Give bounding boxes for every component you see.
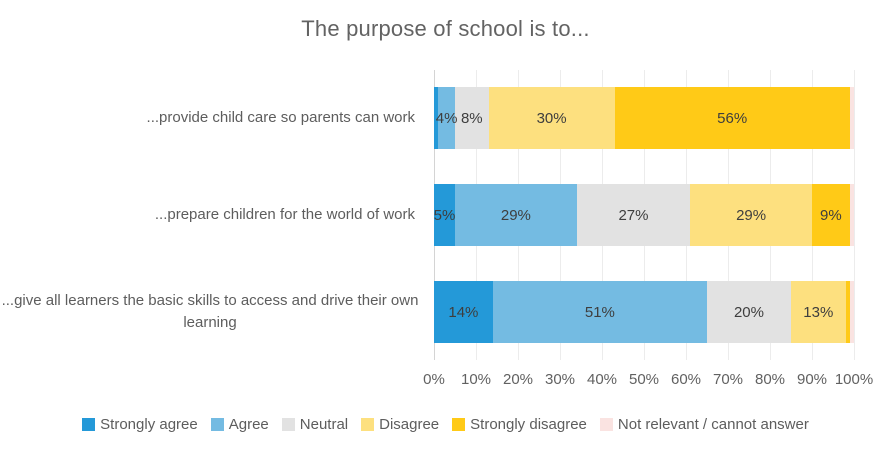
legend-label: Strongly disagree bbox=[470, 416, 587, 433]
gridline bbox=[854, 70, 855, 360]
data-label: 9% bbox=[820, 206, 842, 224]
legend-item[interactable] bbox=[361, 416, 439, 433]
x-axis-tick-label: 70% bbox=[712, 371, 744, 388]
bar-segment[interactable] bbox=[489, 87, 615, 149]
data-label: 14% bbox=[448, 303, 479, 321]
data-label: 5% bbox=[433, 206, 456, 224]
x-axis-tick-label: 40% bbox=[586, 371, 618, 388]
legend-label: Agree bbox=[228, 416, 269, 433]
x-axis-tick-label: 90% bbox=[796, 371, 828, 388]
legend-marker bbox=[282, 418, 295, 431]
data-label: 13% bbox=[803, 303, 834, 321]
x-axis-tick-label: 60% bbox=[670, 371, 702, 388]
legend-marker bbox=[600, 418, 613, 431]
bar-segment[interactable] bbox=[791, 281, 846, 343]
x-axis-tick-label: 80% bbox=[754, 371, 786, 388]
data-label: 27% bbox=[618, 206, 649, 224]
bar-row bbox=[434, 87, 854, 149]
legend-marker bbox=[82, 418, 95, 431]
bar-segment[interactable] bbox=[850, 87, 854, 149]
bar-row bbox=[434, 184, 854, 246]
legend-label: Neutral bbox=[299, 416, 349, 433]
x-axis-tick-label: 100% bbox=[834, 371, 874, 388]
bar-segment[interactable] bbox=[690, 184, 812, 246]
legend-item[interactable] bbox=[282, 416, 348, 433]
x-axis-tick-label: 20% bbox=[502, 371, 534, 388]
bar-segment[interactable] bbox=[455, 184, 577, 246]
bar-segment[interactable] bbox=[615, 87, 850, 149]
data-label: 4% bbox=[435, 109, 458, 127]
legend-label: Disagree bbox=[379, 416, 440, 433]
legend-item[interactable] bbox=[82, 416, 198, 433]
legend-item[interactable] bbox=[211, 416, 269, 433]
legend-item[interactable] bbox=[600, 416, 809, 433]
data-label: 29% bbox=[500, 206, 531, 224]
category-label: ...give all learners the basic skills to access and drive their own learning bbox=[1, 292, 419, 331]
bar-segment[interactable] bbox=[455, 87, 489, 149]
data-label: 20% bbox=[733, 303, 764, 321]
data-label: 30% bbox=[536, 109, 567, 127]
data-label: 51% bbox=[584, 303, 615, 321]
legend-label: Not relevant / cannot answer bbox=[617, 416, 809, 433]
bar-segment[interactable] bbox=[435, 87, 458, 149]
chart-title: The purpose of school is to... bbox=[301, 16, 590, 41]
bar-segment[interactable] bbox=[434, 184, 455, 246]
x-axis-tick-label: 0% bbox=[423, 371, 445, 388]
legend-marker bbox=[361, 418, 374, 431]
bar-segment[interactable] bbox=[577, 184, 690, 246]
x-axis-tick-label: 10% bbox=[460, 371, 492, 388]
bar-segment[interactable] bbox=[850, 184, 854, 246]
category-label: ...provide child care so parents can work bbox=[146, 109, 415, 127]
bar-segment[interactable] bbox=[850, 281, 854, 343]
bar-row bbox=[434, 281, 854, 343]
legend-marker bbox=[211, 418, 224, 431]
x-axis-tick-label: 50% bbox=[628, 371, 660, 388]
bar-segment[interactable] bbox=[707, 281, 791, 343]
data-label: 8% bbox=[460, 109, 483, 127]
plot-area bbox=[434, 70, 855, 360]
bar-segment[interactable] bbox=[812, 184, 850, 246]
category-label: ...prepare children for the world of work bbox=[154, 206, 415, 224]
data-label: 56% bbox=[717, 109, 748, 127]
legend bbox=[0, 416, 891, 433]
legend-marker bbox=[452, 418, 465, 431]
data-label: 29% bbox=[736, 206, 767, 224]
bar-segment[interactable] bbox=[493, 281, 707, 343]
bar-segment[interactable] bbox=[434, 281, 493, 343]
legend-item[interactable] bbox=[452, 416, 587, 433]
legend-label: Strongly agree bbox=[100, 416, 198, 433]
x-axis-tick-label: 30% bbox=[544, 371, 576, 388]
